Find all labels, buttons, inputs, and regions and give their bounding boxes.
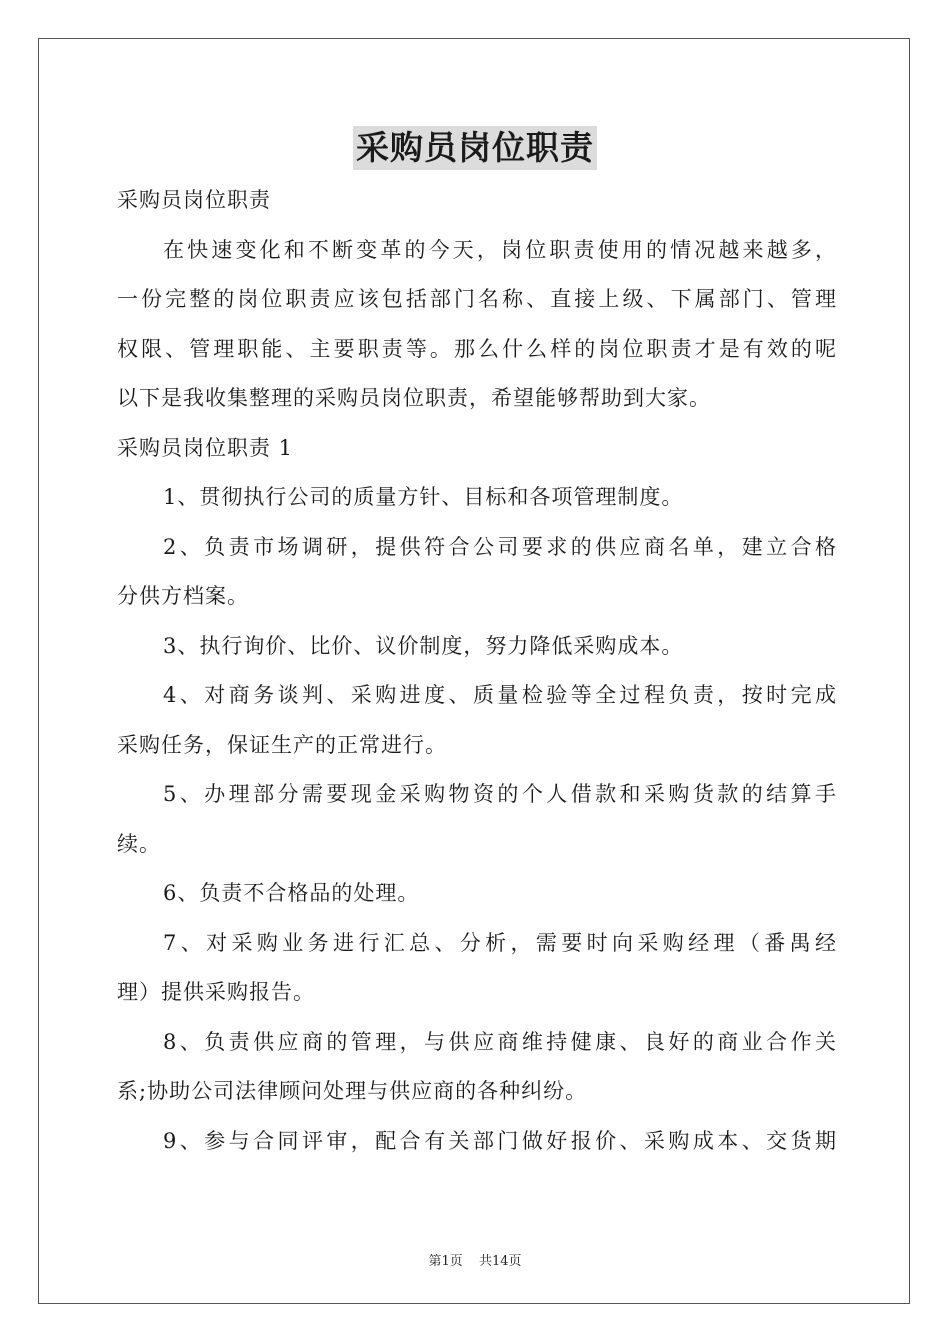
list-item: 7、对采购业务进行汇总、分析，需要时向采购经理（番禺经 bbox=[163, 930, 837, 955]
page-footer bbox=[0, 1250, 950, 1269]
text-line: 权限、管理职能、主要职责等。那么什么样的岗位职责才是有效的呢 bbox=[117, 336, 837, 361]
page-number: 第1页 bbox=[428, 1254, 463, 1269]
document-body bbox=[117, 176, 837, 1166]
list-item-continuation: 续。 bbox=[117, 831, 161, 856]
list-item: 3、执行询价、比价、议价制度，努力降低采购成本。 bbox=[163, 633, 684, 658]
list-item-continuation: 理）提供采购报告。 bbox=[117, 980, 315, 1004]
list-item: 5、办理部分需要现金采购物资的个人借款和采购货款的结算手 bbox=[163, 782, 837, 806]
title-container bbox=[0, 126, 950, 170]
list-item: 1、贯彻执行公司的质量方针、目标和各项管理制度。 bbox=[163, 485, 684, 509]
list-item-continuation: 分供方档案。 bbox=[117, 584, 249, 608]
list-item: 2、负责市场调研，提供符合公司要求的供应商名单，建立合格 bbox=[163, 534, 837, 559]
text-line: 以下是我收集整理的采购员岗位职责，希望能够帮助到大家。 bbox=[117, 386, 711, 410]
list-item-continuation: 采购任务，保证生产的正常进行。 bbox=[117, 732, 447, 757]
page-total: 共14页 bbox=[478, 1254, 522, 1269]
list-item: 6、负责不合格品的处理。 bbox=[163, 881, 420, 905]
list-item: 9、参与合同评审，配合有关部门做好报价、采购成本、交货期 bbox=[163, 1128, 837, 1153]
document-title: 采购员岗位职责 bbox=[353, 126, 597, 170]
list-item: 4、对商务谈判、采购进度、质量检验等全过程负责，按时完成 bbox=[163, 683, 837, 707]
text-line: 一份完整的岗位职责应该包括部门名称、直接上级、下属部门、管理 bbox=[117, 287, 837, 311]
text-line: 在快速变化和不断变革的今天，岗位职责使用的情况越来越多， bbox=[163, 237, 837, 262]
list-item: 8、负责供应商的管理，与供应商维持健康、良好的商业合作关 bbox=[163, 1029, 837, 1054]
section-heading: 采购员岗位职责 1 bbox=[117, 435, 294, 460]
list-item-continuation: 系;协助公司法律顾问处理与供应商的各种纠纷。 bbox=[117, 1079, 588, 1103]
text-line: 采购员岗位职责 bbox=[117, 188, 271, 212]
